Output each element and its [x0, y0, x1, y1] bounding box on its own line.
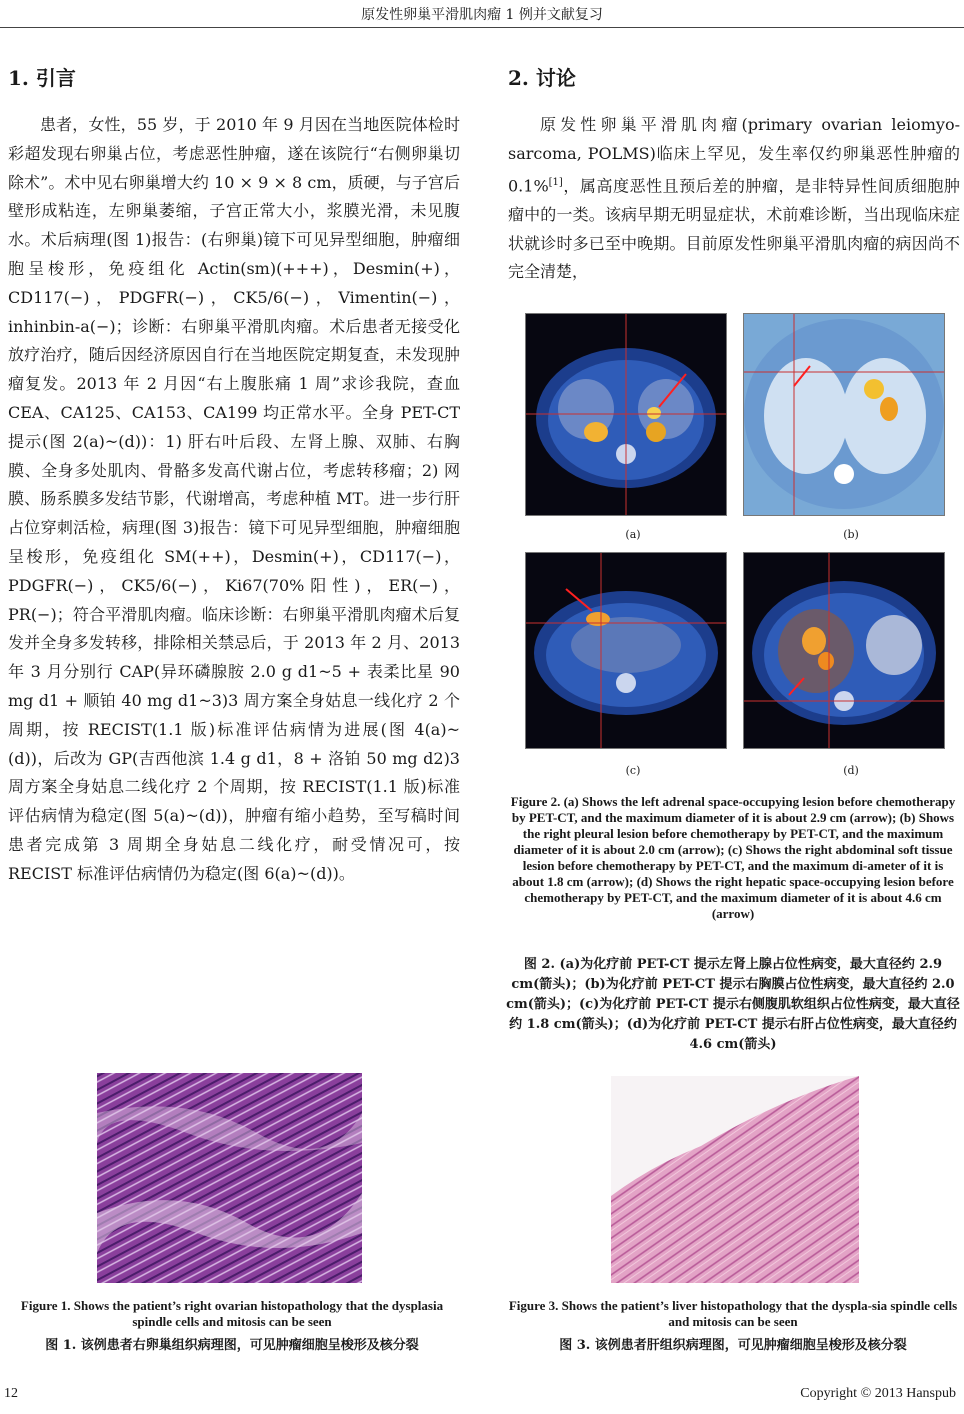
figure-2a-petct-image — [525, 313, 727, 516]
page-number: 12 — [4, 1386, 18, 1401]
section-2-title: 2. 讨论 — [508, 66, 576, 90]
copyright-notice: Copyright © 2013 Hanspub — [800, 1386, 956, 1401]
section-2-paragraph — [508, 111, 960, 287]
figure-3-caption-en: Figure 3. Shows the patient’s liver histopathology that the dyspla-sia spindle cells and mitosis can be seen — [508, 1298, 958, 1329]
header-divider — [0, 27, 964, 28]
figure-3-caption-zh: 图 3. 该例患者肝组织病理图，可见肿瘤细胞呈梭形及核分裂 — [559, 1338, 907, 1353]
running-title: 原发性卵巢平滑肌肉瘤 1 例并文献复习 — [361, 7, 603, 23]
section-1-title: 1. 引言 — [8, 66, 76, 90]
figure-2-caption-zh: 图 2. (a)为化疗前 PET-CT 提示左肾上腺占位性病变，最大直径约 2.9 cm(箭头)；(b)为化疗前 PET-CT 提示右胸膜占位性病变，最大直径约 2.0 cm(箭头)；(c)为化疗前 PET-CT 提示右侧腹肌软组织占位性病变，最大直径约 1.8 cm(箭头)；(d)为化疗前 PET-CT 提示右肝占位性病变，最大直径约 4.6 cm(箭头) — [506, 957, 960, 1052]
section-2-text-b: ，属高度恶性且预后差的肿瘤，是非特异性间质细胞肿瘤中的一类。该病早期无明显症状，术前难诊断，当出现临床症状就诊时多已至中晚期。目前原发性卵巢平滑肌肉瘤的病因尚不完全清楚， — [508, 175, 960, 282]
section-2-body — [508, 111, 960, 287]
figure-2a-label: (a) — [625, 528, 641, 541]
figure-2d-label: (d) — [843, 764, 859, 777]
figure-1-caption-zh: 图 1. 该例患者右卵巢组织病理图，可见肿瘤细胞呈梭形及核分裂 — [45, 1338, 419, 1353]
section-2-text-a: 原发性卵巢平滑肌肉瘤(primary ovarian leiomyo-sarcoma, POLMS)临床上罕见，发生率仅约卵巢恶性肿瘤的 0.1% — [508, 115, 960, 195]
figure-2b-petct-image — [743, 313, 945, 516]
section-1-body — [8, 111, 460, 889]
figure-2c-petct-image — [525, 552, 727, 749]
figure-1-histology-image — [97, 1073, 362, 1283]
figure-2-caption-en: Figure 2. (a) Shows the left adrenal space-occupying lesion before chemotherapy by PET-CT, and the maximum diameter of it is about 2.9 cm (arrow); (b) Shows the right pleural lesion before chemotherapy by PET-CT, and the maximum diameter of it is about 2.0 cm (arrow); (c) Shows the right abdominal soft tissue lesion before chemotherapy by PET-CT, and the maximum di-ameter of it is about 1.8 cm (arrow); (d) Shows the right hepatic space-occupying lesion before chemotherapy by PET-CT, and the maximum diameter of it is about 4.6 cm (arrow) — [510, 794, 956, 921]
figure-1-caption-en: Figure 1. Shows the patient’s right ovarian histopathology that the dysplasia spindle cells and mitosis can be seen — [20, 1298, 444, 1329]
figure-2c-label: (c) — [625, 764, 641, 777]
figure-2b-label: (b) — [843, 528, 859, 541]
reference-citation[interactable]: [1] — [548, 176, 563, 188]
section-1-paragraph: 患者，女性，55 岁，于 2010 年 9 月因在当地医院体检时彩超发现右卵巢占位，考虑恶性肿瘤，遂在该院行“右侧卵巢切除术”。术中见右卵巢增大约 10 × 9 × 8 cm，质硬，与子宫后壁形成粘连，左卵巢萎缩，子宫正常大小，浆膜光滑，未见腹水。术后病理(图 1)报告：(右卵巢)镜下可见异型细胞，肿瘤细胞呈梭形，免疫组化 Actin(sm)(+++)，Desmin(+)，CD117(−)，PDGFR(−)，CK5/6(−)，Vimentin(−)，inhinbin-a(−)；诊断：右卵巢平滑肌肉瘤。术后患者无接受化放疗治疗，随后因经济原因自行在当地医院定期复查，未发现肿瘤复发。2013 年 2 月因“右上腹胀痛 1 周”求诊我院，查血 CEA、CA125、CA153、CA199 均正常水平。全身 PET-CT 提示(图 2(a)~(d))：1) 肝右叶后段、左肾上腺、双肺、右胸膜、全身多处肌肉、骨骼多发高代谢占位，考虑转移瘤；2) 网膜、肠系膜多发结节影，代谢增高，考虑种植 MT。进一步行肝占位穿刺活检，病理(图 3)报告：镜下可见异型细胞，肿瘤细胞呈梭形，免疫组化 SM(++)，Desmin(+)，CD117(−)，PDGFR(−)，CK5/6(−)，Ki67(70%阳性)，ER(−)，PR(−)；符合平滑肌肉瘤。临床诊断：右卵巢平滑肌肉瘤术后复发并全身多发转移，排除相关禁忌后，于 2013 年 2 月、2013 年 3 月分别行 CAP(异环磷腺胺 2.0 g d1~5 + 表柔比星 90 mg d1 + 顺铂 40 mg d1~3)3 周方案全身姑息一线化疗 2 个周期，按 RECIST(1.1 版)标准评估病情为进展(图 4(a)~(d))，后改为 GP(吉西他滨 1.4 g d1，8 + 洛铂 50 mg d2)3 周方案全身姑息二线化疗 2 个周期，按 RECIST(1.1 版)标准评估病情为稳定(图 5(a)~(d))，肿瘤有缩小趋势，至写稿时间患者完成第 3 周期全身姑息二线化疗，耐受情况可，按 RECIST 标准评估病情仍为稳定(图 6(a)~(d))。 — [8, 115, 460, 883]
figure-3-histology-image — [611, 1076, 859, 1283]
figure-2d-petct-image — [743, 552, 945, 749]
